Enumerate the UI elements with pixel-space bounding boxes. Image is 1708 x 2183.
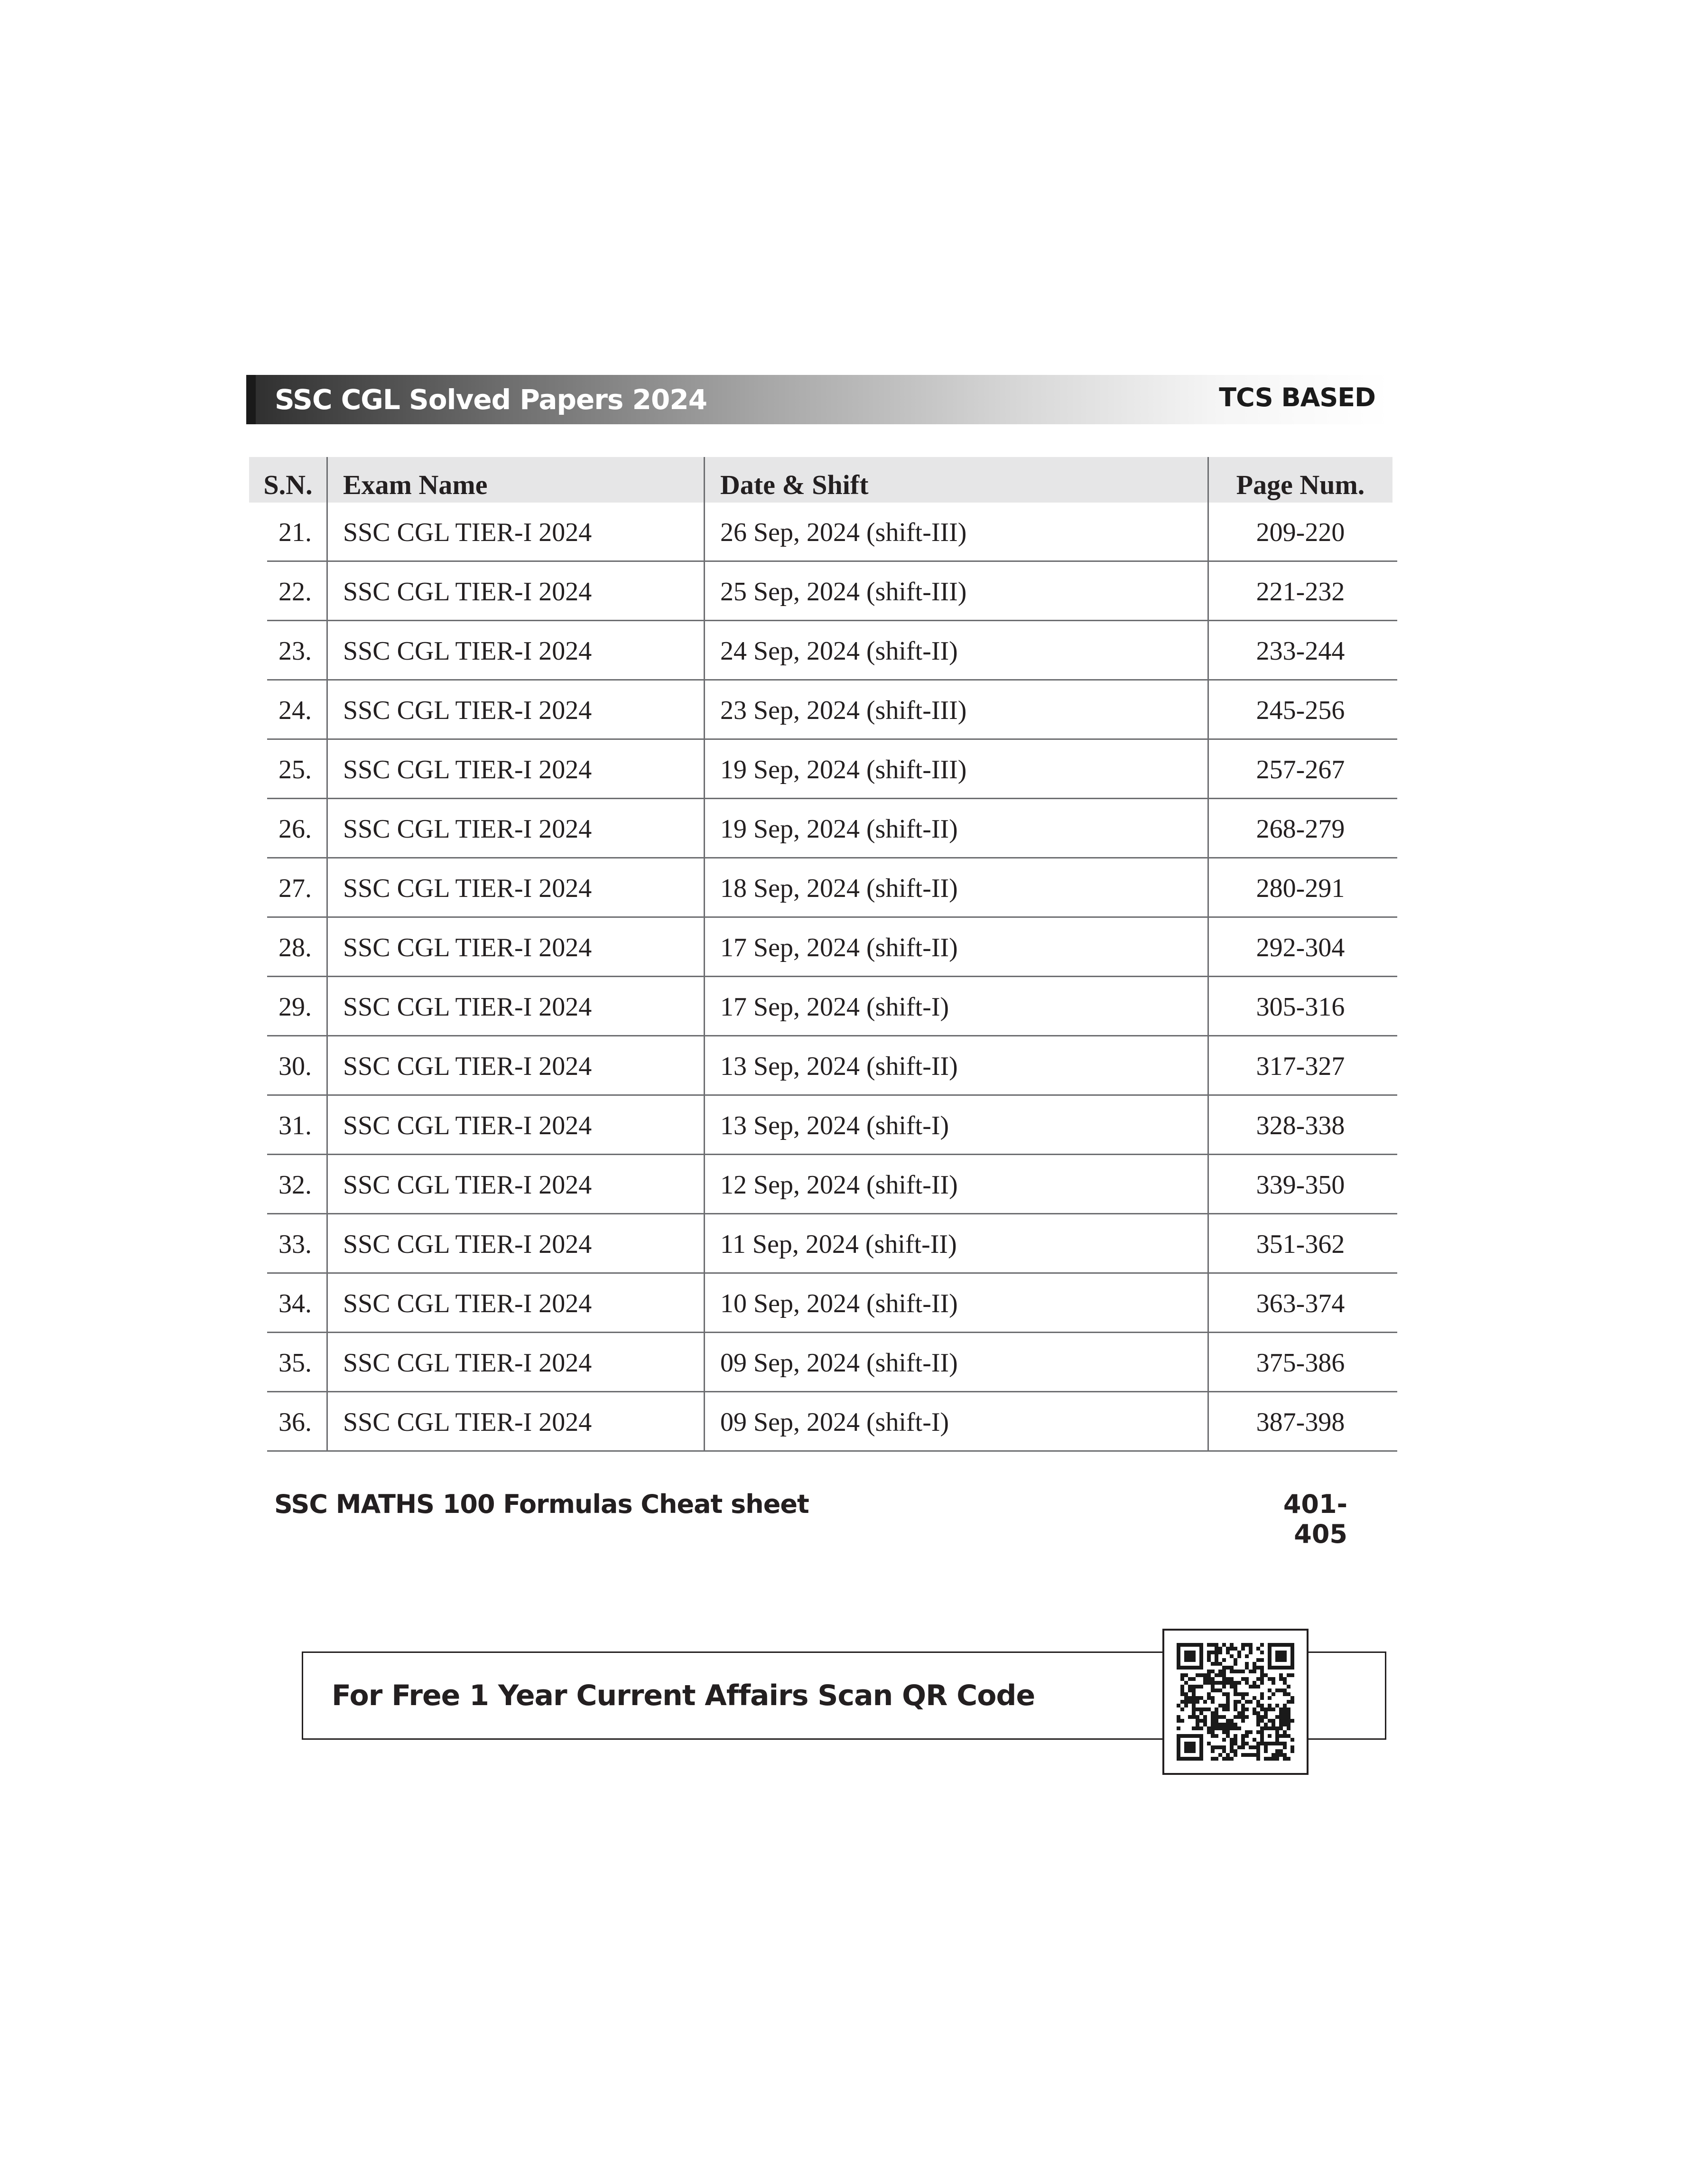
table-row (249, 799, 1392, 858)
table-row (249, 621, 1392, 681)
row-sn: 25. (278, 755, 312, 784)
row-exam-name: SSC CGL TIER-I 2024 (343, 577, 592, 606)
row-exam-name: SSC CGL TIER-I 2024 (343, 1407, 592, 1437)
qr-code-graphic (1177, 1643, 1294, 1761)
row-date-shift: 17 Sep, 2024 (shift-I) (720, 992, 949, 1022)
row-page-range: 339-350 (1256, 1170, 1345, 1200)
row-page-range: 292-304 (1256, 933, 1345, 962)
table-row (249, 977, 1392, 1036)
contents-table (249, 457, 1392, 1452)
row-page-range: 209-220 (1256, 517, 1345, 547)
row-exam-name: SSC CGL TIER-I 2024 (343, 1348, 592, 1378)
row-exam-name: SSC CGL TIER-I 2024 (343, 695, 592, 725)
row-date-shift: 26 Sep, 2024 (shift-III) (720, 517, 967, 547)
row-page-range: 305-316 (1256, 992, 1345, 1022)
qr-code-icon[interactable] (1162, 1629, 1309, 1775)
row-date-shift: 19 Sep, 2024 (shift-III) (720, 755, 967, 784)
row-page-range: 387-398 (1256, 1407, 1345, 1437)
row-page-range: 317-327 (1256, 1051, 1345, 1081)
row-page-range: 257-267 (1256, 755, 1345, 784)
row-sn: 31. (278, 1110, 312, 1140)
running-header (246, 375, 1390, 424)
table-row (249, 1333, 1392, 1392)
row-exam-name: SSC CGL TIER-I 2024 (343, 517, 592, 547)
row-date-shift: 12 Sep, 2024 (shift-II) (720, 1170, 958, 1200)
row-date-shift: 24 Sep, 2024 (shift-II) (720, 636, 958, 666)
table-row (249, 858, 1392, 918)
table-row (249, 1155, 1392, 1214)
row-sn: 22. (278, 577, 312, 606)
row-date-shift: 23 Sep, 2024 (shift-III) (720, 695, 967, 725)
row-date-shift: 13 Sep, 2024 (shift-I) (720, 1110, 949, 1140)
column-header-exam-name: Exam Name (343, 469, 488, 500)
row-sn: 24. (278, 695, 312, 725)
row-exam-name: SSC CGL TIER-I 2024 (343, 1288, 592, 1318)
row-page-range: 363-374 (1256, 1288, 1345, 1318)
row-page-range: 233-244 (1256, 636, 1345, 666)
cheat-sheet-pages: 401-405 (1283, 1489, 1347, 1549)
column-divider (326, 457, 328, 1452)
row-exam-name: SSC CGL TIER-I 2024 (343, 1051, 592, 1081)
table-row (249, 1392, 1392, 1452)
row-exam-name: SSC CGL TIER-I 2024 (343, 1229, 592, 1259)
row-sn: 34. (278, 1288, 312, 1318)
row-exam-name: SSC CGL TIER-I 2024 (343, 873, 592, 903)
row-date-shift: 10 Sep, 2024 (shift-II) (720, 1288, 958, 1318)
row-exam-name: SSC CGL TIER-I 2024 (343, 814, 592, 844)
row-sn: 29. (278, 992, 312, 1022)
column-divider (1207, 457, 1209, 1452)
row-date-shift: 13 Sep, 2024 (shift-II) (720, 1051, 958, 1081)
header-accent-bar (246, 375, 256, 424)
row-sn: 26. (278, 814, 312, 844)
row-date-shift: 09 Sep, 2024 (shift-II) (720, 1348, 958, 1378)
row-date-shift: 19 Sep, 2024 (shift-II) (720, 814, 958, 844)
table-body (249, 503, 1392, 1452)
table-header-row (249, 457, 1392, 503)
header-right-label: TCS BASED (1219, 382, 1375, 412)
table-row (249, 1274, 1392, 1333)
header-title: SSC CGL Solved Papers 2024 (275, 383, 707, 416)
row-page-range: 268-279 (1256, 814, 1345, 844)
row-date-shift: 18 Sep, 2024 (shift-II) (720, 873, 958, 903)
row-sn: 30. (278, 1051, 312, 1081)
row-page-range: 221-232 (1256, 577, 1345, 606)
row-date-shift: 11 Sep, 2024 (shift-II) (720, 1229, 957, 1259)
table-row (249, 1036, 1392, 1096)
column-header-page-num: Page Num. (1236, 469, 1365, 500)
row-sn: 23. (278, 636, 312, 666)
row-page-range: 328-338 (1256, 1110, 1345, 1140)
row-exam-name: SSC CGL TIER-I 2024 (343, 636, 592, 666)
column-header-date-shift: Date & Shift (720, 469, 869, 500)
qr-banner-text: For Free 1 Year Current Affairs Scan QR Code (332, 1679, 1035, 1712)
row-page-range: 280-291 (1256, 873, 1345, 903)
table-row (249, 562, 1392, 621)
table-row (249, 740, 1392, 799)
table-row (249, 681, 1392, 740)
row-page-range: 245-256 (1256, 695, 1345, 725)
table-row (249, 918, 1392, 977)
row-date-shift: 17 Sep, 2024 (shift-II) (720, 933, 958, 962)
row-date-shift: 25 Sep, 2024 (shift-III) (720, 577, 967, 606)
row-exam-name: SSC CGL TIER-I 2024 (343, 933, 592, 962)
column-divider (704, 457, 705, 1452)
row-sn: 28. (278, 933, 312, 962)
table-row (249, 503, 1392, 562)
row-page-range: 375-386 (1256, 1348, 1345, 1378)
row-exam-name: SSC CGL TIER-I 2024 (343, 992, 592, 1022)
row-exam-name: SSC CGL TIER-I 2024 (343, 1110, 592, 1140)
row-sn: 32. (278, 1170, 312, 1200)
row-sn: 36. (278, 1407, 312, 1437)
row-sn: 35. (278, 1348, 312, 1378)
row-sn: 33. (278, 1229, 312, 1259)
row-sn: 27. (278, 873, 312, 903)
table-row (249, 1096, 1392, 1155)
row-sn: 21. (278, 517, 312, 547)
column-header-sn: S.N. (263, 469, 313, 500)
row-date-shift: 09 Sep, 2024 (shift-I) (720, 1407, 949, 1437)
row-exam-name: SSC CGL TIER-I 2024 (343, 1170, 592, 1200)
row-exam-name: SSC CGL TIER-I 2024 (343, 755, 592, 784)
row-page-range: 351-362 (1256, 1229, 1345, 1259)
cheat-sheet-title: SSC MATHS 100 Formulas Cheat sheet (274, 1489, 809, 1519)
table-row (249, 1214, 1392, 1274)
